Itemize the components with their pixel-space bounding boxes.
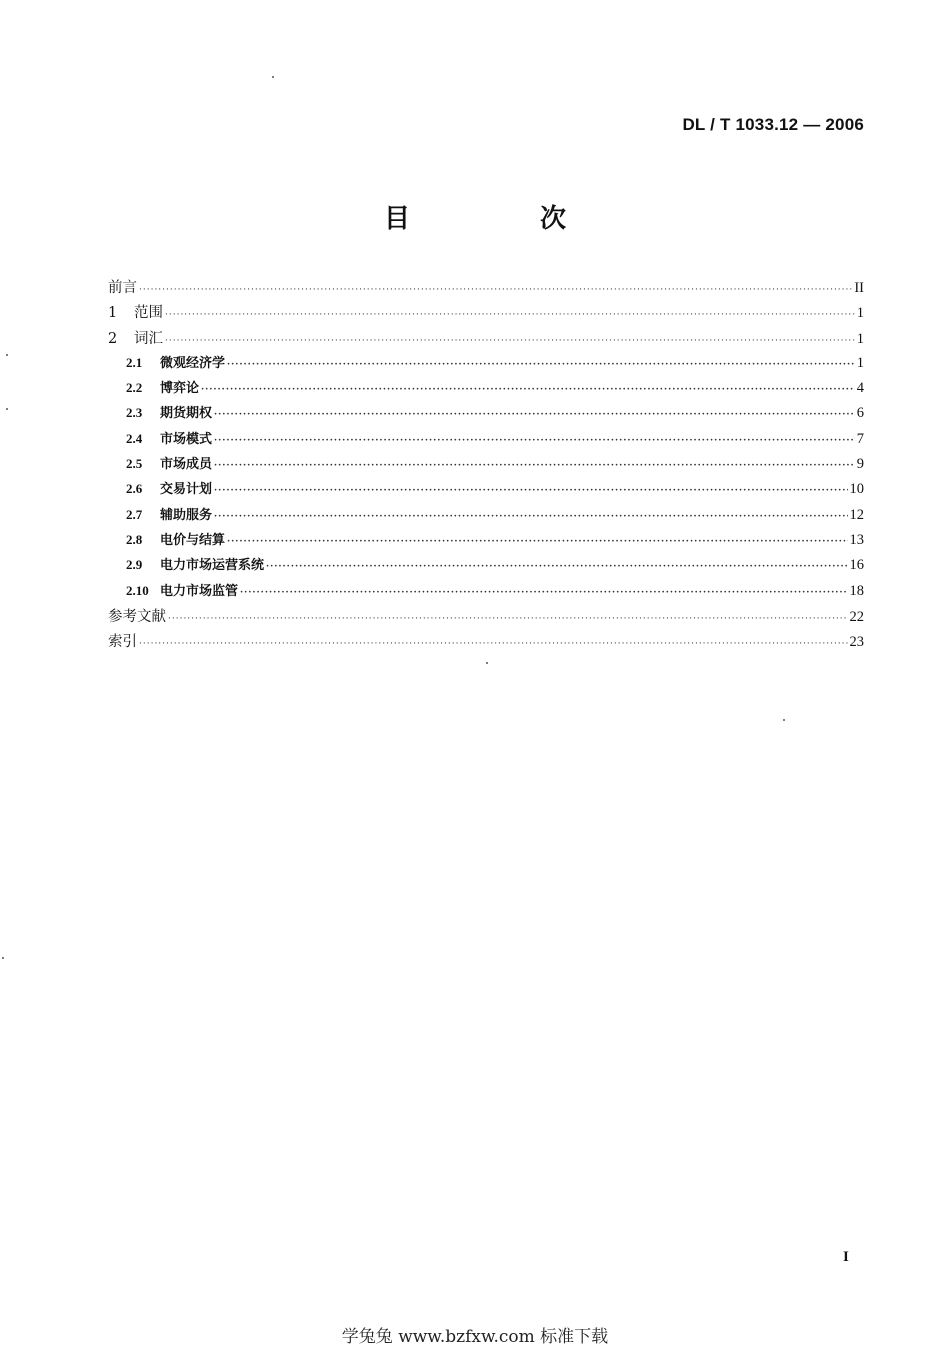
toc-entry [108,327,864,352]
toc-entry-title: 参考文献 [108,608,166,625]
toc-entry [108,478,864,503]
toc-entry [108,630,864,655]
dot-leader [201,385,855,395]
toc-entry-page: II [854,280,864,296]
toc-entry-number: 2.4 [126,430,143,446]
page-number: I [843,1249,849,1265]
toc-entry-page: 16 [849,557,864,574]
toc-entry-title: 电价与结算 [160,532,226,548]
toc-entry-title: 电力市场监管 [160,583,239,599]
toc-entry [108,580,864,605]
dot-leader [214,410,855,420]
toc-entry [108,504,864,529]
toc-entry-number: 2.6 [126,481,143,497]
toc-entry [108,453,864,478]
dot-leader [214,436,855,446]
dot-leader [227,537,847,547]
scan-speck [783,719,785,721]
scan-speck [272,76,274,78]
toc-entry-page: 22 [849,608,864,625]
scan-speck [6,408,8,410]
watermark-text: 学兔兔 www.bzfxw.com 标准下载 [341,1327,609,1347]
toc-entry-title: 电力市场运营系统 [160,558,265,574]
toc-entry-page: 12 [849,506,864,523]
toc-entry [108,605,864,630]
toc-entry-page: 4 [856,380,864,397]
table-of-contents [108,276,864,655]
toc-entry-number: 2.3 [126,405,143,421]
toc-entry-page: 1 [856,305,864,322]
toc-entry-number: 2.9 [126,557,143,573]
toc-entry-title: 博弈论 [160,381,200,397]
scan-speck [2,957,4,959]
toc-entry-number: 2 [108,330,118,347]
dot-leader [139,285,852,295]
toc-entry-title: 前言 [108,280,137,296]
toc-entry-page: 1 [856,354,864,371]
toc-entry [108,276,864,301]
dot-leader [266,562,847,572]
toc-entry [108,301,864,326]
scan-speck [6,354,8,356]
toc-entry [108,529,864,554]
dot-leader [165,310,855,320]
toc-entry-page: 13 [849,531,864,548]
toc-entry-number: 2.2 [126,380,143,396]
dot-leader [139,639,848,649]
toc-entry-page: 10 [849,481,864,498]
toc-entry-title: 范围 [134,305,163,322]
toc-entry-number: 1 [108,305,118,322]
toc-entry-number: 2.5 [126,456,143,472]
toc-entry-title: 市场模式 [160,431,213,447]
toc-entry [108,402,864,427]
toc-entry-page: 18 [849,582,864,599]
toc-entry-number: 2.8 [126,531,143,547]
toc-entry [108,377,864,402]
toc-title: 目 次 [383,204,618,234]
toc-entry-page: 1 [856,330,864,347]
document-code: DL / T 1033.12 — 2006 [682,115,864,134]
toc-entry-title: 词汇 [134,330,163,347]
toc-entry-number: 2.1 [126,354,143,370]
dot-leader [214,512,847,522]
dot-leader [240,588,847,598]
scan-speck [486,662,488,664]
dot-leader [227,360,855,370]
toc-entry [108,428,864,453]
toc-entry-page: 9 [856,456,864,473]
toc-entry-page: 23 [849,634,864,651]
toc-entry-page: 7 [856,430,864,447]
dot-leader [165,336,855,346]
toc-entry-number: 2.10 [126,582,149,598]
toc-entry-title: 交易计划 [160,482,213,498]
toc-entry-number: 2.7 [126,506,143,522]
toc-entry [108,554,864,579]
toc-entry-title: 市场成员 [160,457,213,473]
toc-entry-title: 微观经济学 [160,355,226,371]
dot-leader [214,486,847,496]
toc-entry-title: 索引 [108,634,137,651]
toc-entry-title: 期货期权 [160,406,213,422]
dot-leader [214,461,855,471]
toc-entry [108,352,864,377]
dot-leader [168,614,848,624]
toc-entry-title: 辅助服务 [160,507,213,523]
toc-entry-page: 6 [856,405,864,422]
